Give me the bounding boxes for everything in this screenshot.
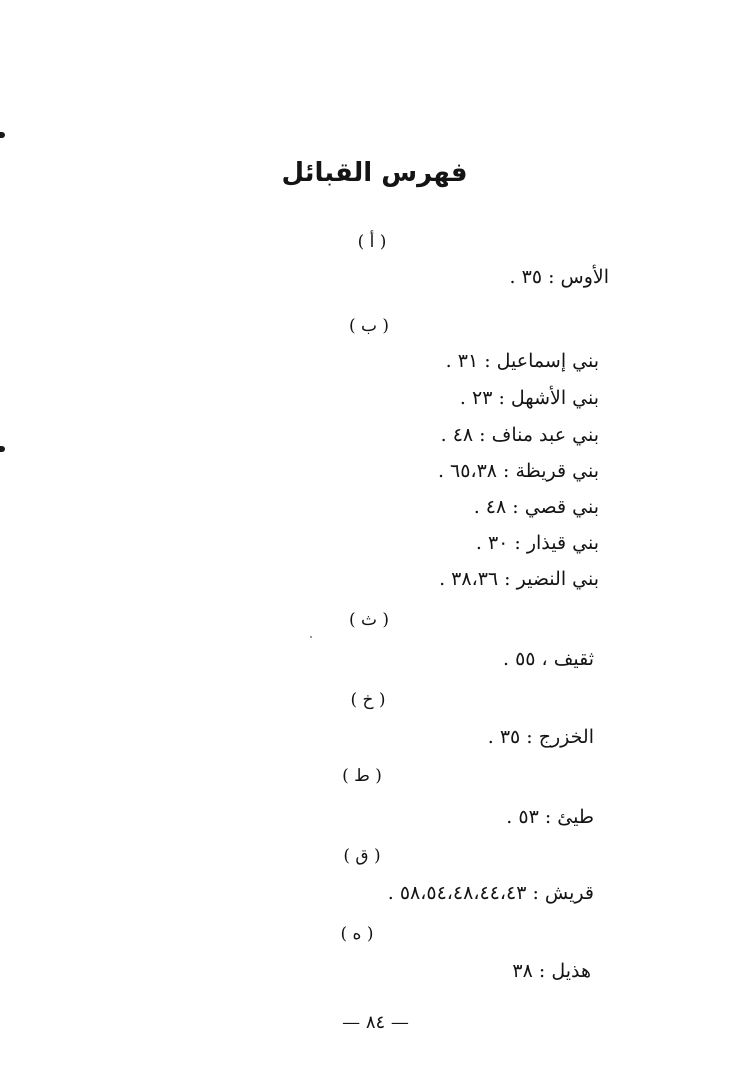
index-entry: بني عبد مناف : ٤٨ . <box>440 424 599 446</box>
index-entry: بني قيذار : ٣٠ . <box>475 532 599 554</box>
scan-speck <box>310 636 312 638</box>
margin-ink-mark <box>0 132 5 138</box>
index-entry: الخزرج : ٣٥ . <box>487 726 594 748</box>
page-title: فهرس القبائل <box>281 158 468 188</box>
section-letter-ha: ( ه ) <box>340 924 374 944</box>
section-letter-ta: ( ط ) <box>342 766 382 786</box>
index-entry: بني النضير : ٣٨،٣٦ . <box>439 568 599 590</box>
index-entry: قريش : ٥٨،٥٤،٤٨،٤٤،٤٣ . <box>387 882 594 904</box>
section-letter-qaf: ( ق ) <box>343 846 381 866</box>
section-letter-alif: ( أ ) <box>357 232 387 252</box>
index-entry: الأوس : ٣٥ . <box>509 266 609 288</box>
index-entry: بني قصي : ٤٨ . <box>473 496 599 518</box>
index-entry: هذيل : ٣٨ <box>512 960 591 982</box>
index-entry: بني الأشهل : ٢٣ . <box>459 387 599 409</box>
section-letter-tha: ( ث ) <box>348 610 390 630</box>
index-entry: طيئ : ٥٣ . <box>506 806 594 828</box>
section-letter-kha: ( خ ) <box>350 690 386 710</box>
page-number: — ٨٤ — <box>342 1012 409 1033</box>
index-entry: بني قريظة : ٦٥،٣٨ . <box>437 460 599 482</box>
index-entry: بني إسماعيل : ٣١ . <box>445 350 599 372</box>
section-letter-ba: ( ب ) <box>348 316 390 336</box>
margin-ink-mark <box>0 446 5 452</box>
index-entry: ثقيف ، ٥٥ . <box>502 648 594 670</box>
